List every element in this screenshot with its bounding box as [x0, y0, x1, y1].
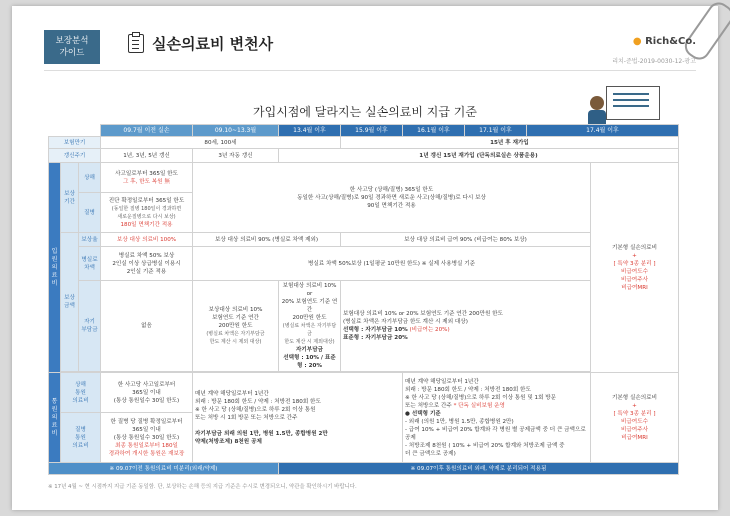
outpatient-group-label: 통 원 의 료 비 [49, 373, 61, 463]
col-header: 17.1월 이후 [465, 125, 527, 137]
person-head-icon [590, 96, 604, 110]
table-cell: 보상율 [79, 233, 101, 247]
table-cell: 1년, 3년, 5년 갱신 [101, 149, 193, 163]
table-cell: ※ 09.07이후 통원의료비 외래, 약제로 분리되어 적용됨 [279, 463, 679, 475]
table-cell: 한 사고당 (상해/질병) 365일 한도 동일한 사고(상해/질병)로 90일 경과하면 새로운 사고(상해/질병)로 다시 보상 90일 면책기간 적용 [193, 163, 591, 233]
table-row [49, 233, 679, 247]
whiteboard-icon [606, 86, 660, 120]
clipboard-icon [128, 34, 144, 53]
table-cell: 상해 통원 의료비 [61, 373, 101, 413]
guide-badge: 보장분석 가이드 [44, 30, 100, 64]
main-title: 가입시점에 달라지는 실손의료비 지급 기준 [253, 105, 477, 119]
paperclip-icon [681, 0, 730, 64]
table-cell: 보상 기간 [61, 163, 79, 233]
inpatient-group-label: 입 원 의 료 비 [49, 163, 61, 373]
table-cell: 보상 금액 [61, 233, 79, 372]
table-cell: 보상 대상 의료비 90% (병실료 차액 제외) [193, 233, 341, 247]
table-cell: 질병 통원 의료비 [61, 413, 101, 463]
table-cell: ※ 09.07이전 통원의료비 미분리(외래/약제) [49, 463, 279, 475]
table-row [49, 149, 679, 163]
col-header: 09.10~13.3월 [193, 125, 279, 137]
footnote: ※ 17년 4월 ~ 현 시점까지 지급 기준 동일함. 단, 보상하는 손해 등의 지급 기준은 수시로 변경되오니, 약관을 확인하시기 바랍니다. [48, 484, 357, 490]
table-cell: 보상 대상 의료비 급여 90% (비급여는 80% 보상) [341, 233, 591, 247]
table-cell: 병실료 차액 [79, 247, 101, 281]
table-cell: 보험대상 의료비 10% or 20% 보험연도 기준 연간 200만원 한도 (병실료 차액은 자기부담금 한도 계산 시 제외 대상) 선택형 : 자기부담금 10% (비급여는 20%) 표준형 : 자기부담금 20% [341, 281, 591, 372]
table-row [49, 463, 679, 475]
doc-code: 리치-준법-2019-0030-12-광고 [612, 58, 696, 65]
reimbursement-table [48, 124, 679, 475]
table-row [49, 281, 679, 372]
table-cell: 없음 [101, 281, 193, 372]
table-cell: 질병 [79, 193, 101, 233]
table-cell: 자기 부담금 [79, 281, 101, 372]
table-cell: 보험만기 [49, 137, 101, 149]
table-cell: 한 사고당 사고일로부터 365일 이내 (통상 통원일수 30일 한도) [101, 373, 193, 413]
table-cell: 상해 [79, 163, 101, 193]
table-cell: 보험대상 의료비 10% or 20% 보험연도 기준 연간 200만원 한도 (병실료 차액은 자기부담금 한도 계산 시 제외대상) 자기부담금 선택형 : 10% / 표준형 : 20% [279, 281, 341, 372]
table-cell: 1년 갱신 15년 재가입 (단독의료실손 상품운용) [279, 149, 679, 163]
col-header: 15.9월 이후 [341, 125, 403, 137]
table-cell: 병실료 차액 50%보상 (1일평균 10만원 한도) ※ 실제 사용병실 기준 [193, 247, 591, 281]
table-cell [49, 125, 101, 137]
table-cell: 한 질병 당 질병 확정일로부터 365일 이내 (통상 통원일수 30일 한도) 최종 통원일로부터 180일 경과하여 개시한 통원은 재보장 [101, 413, 193, 463]
outpatient-rider-note: 기본형 실손의료비 + [ 특약 3종 분리 ] 비급여도수 비급여주사 비급여MRI [591, 373, 679, 463]
col-header: 16.1월 이후 [403, 125, 465, 137]
col-header: 17.4월 이후 [527, 125, 679, 137]
table-row [49, 247, 679, 281]
inpatient-rider-note: 기본형 실손의료비 + [ 특약 3종 분리 ] 비급여도수 비급여주사 비급여MRI [591, 163, 679, 373]
table-cell: 보상대상 의료비 10% 보험연도 기준 연간 200만원 한도 (병실료 차액은 자기부담금 한도 계산 시 제외 대상) [193, 281, 279, 372]
col-header: 09.7월 이전 실손 [101, 125, 193, 137]
table-cell: 3년 자동 갱신 [193, 149, 279, 163]
table-row [49, 137, 679, 149]
table-cell: 매년 계약 해당일로부터 1년간 외래 : 방문 180회 한도 / 약제 : 처방전 180회 한도 ※ 한 사고 당 (상해/질병)으로 하루 2회 이상 통원 또는 처방 시 1회 방문 또는 처방으로 간주 자기부담금 외래 의원 1만, 병원 1.5만, 종합병원 2만 약제(처방조제) 8천원 공제 [193, 373, 403, 463]
table-row [49, 163, 679, 193]
header-row [49, 125, 679, 137]
table-cell: 병실료 차액 50% 보상 2인실 이상 상급병실 이용시 2인실 기준 적용 [101, 247, 193, 281]
table-cell: 갱신주기 [49, 149, 101, 163]
brand-logo: ● Rich&Co. [632, 36, 696, 47]
table-cell: 매년 계약 해당일로부터 1년간 외래 : 방문 180회 한도 / 약제 : 처방전 180회 한도 ※ 한 사고 당 (상해/질병)으로 하루 2회 이상 통원 및 1회 방문 또는 처방으로 간주 * 단독 실비보험 운영 ● 선택형 기준 - 외래 (의원 1만, 병원 1.5만, 종합병원 2만) - 급여 10% + 비급여 20% 합계와 각 병원 별 공제금액 중 더 큰 금액으로 공제 - 처방조제 8천원 ( 10% + 비급여 20% 합계와 처방조제 금액 중 더 큰 금액으로 공제) [403, 373, 591, 463]
col-header: 13.4월 이후 [279, 125, 341, 137]
table-cell: 80세, 100세 [101, 137, 341, 149]
table-cell: 진단 확정일로부터 365일 한도 (동일한 질병 180일이 경과하면 새로운질병으로 다시 보상) 180일 면책기간 적용 [101, 193, 193, 233]
page-title: 실손의료비 변천사 [152, 35, 274, 53]
table-cell: 보상 대상 의료비 100% [101, 233, 193, 247]
table-cell: 15년 후 재가입 [341, 137, 679, 149]
header-divider [44, 70, 696, 71]
table-row [49, 373, 679, 413]
table-cell: 사고일로부터 365일 한도 그 후, 한도 복원 無 [101, 163, 193, 193]
